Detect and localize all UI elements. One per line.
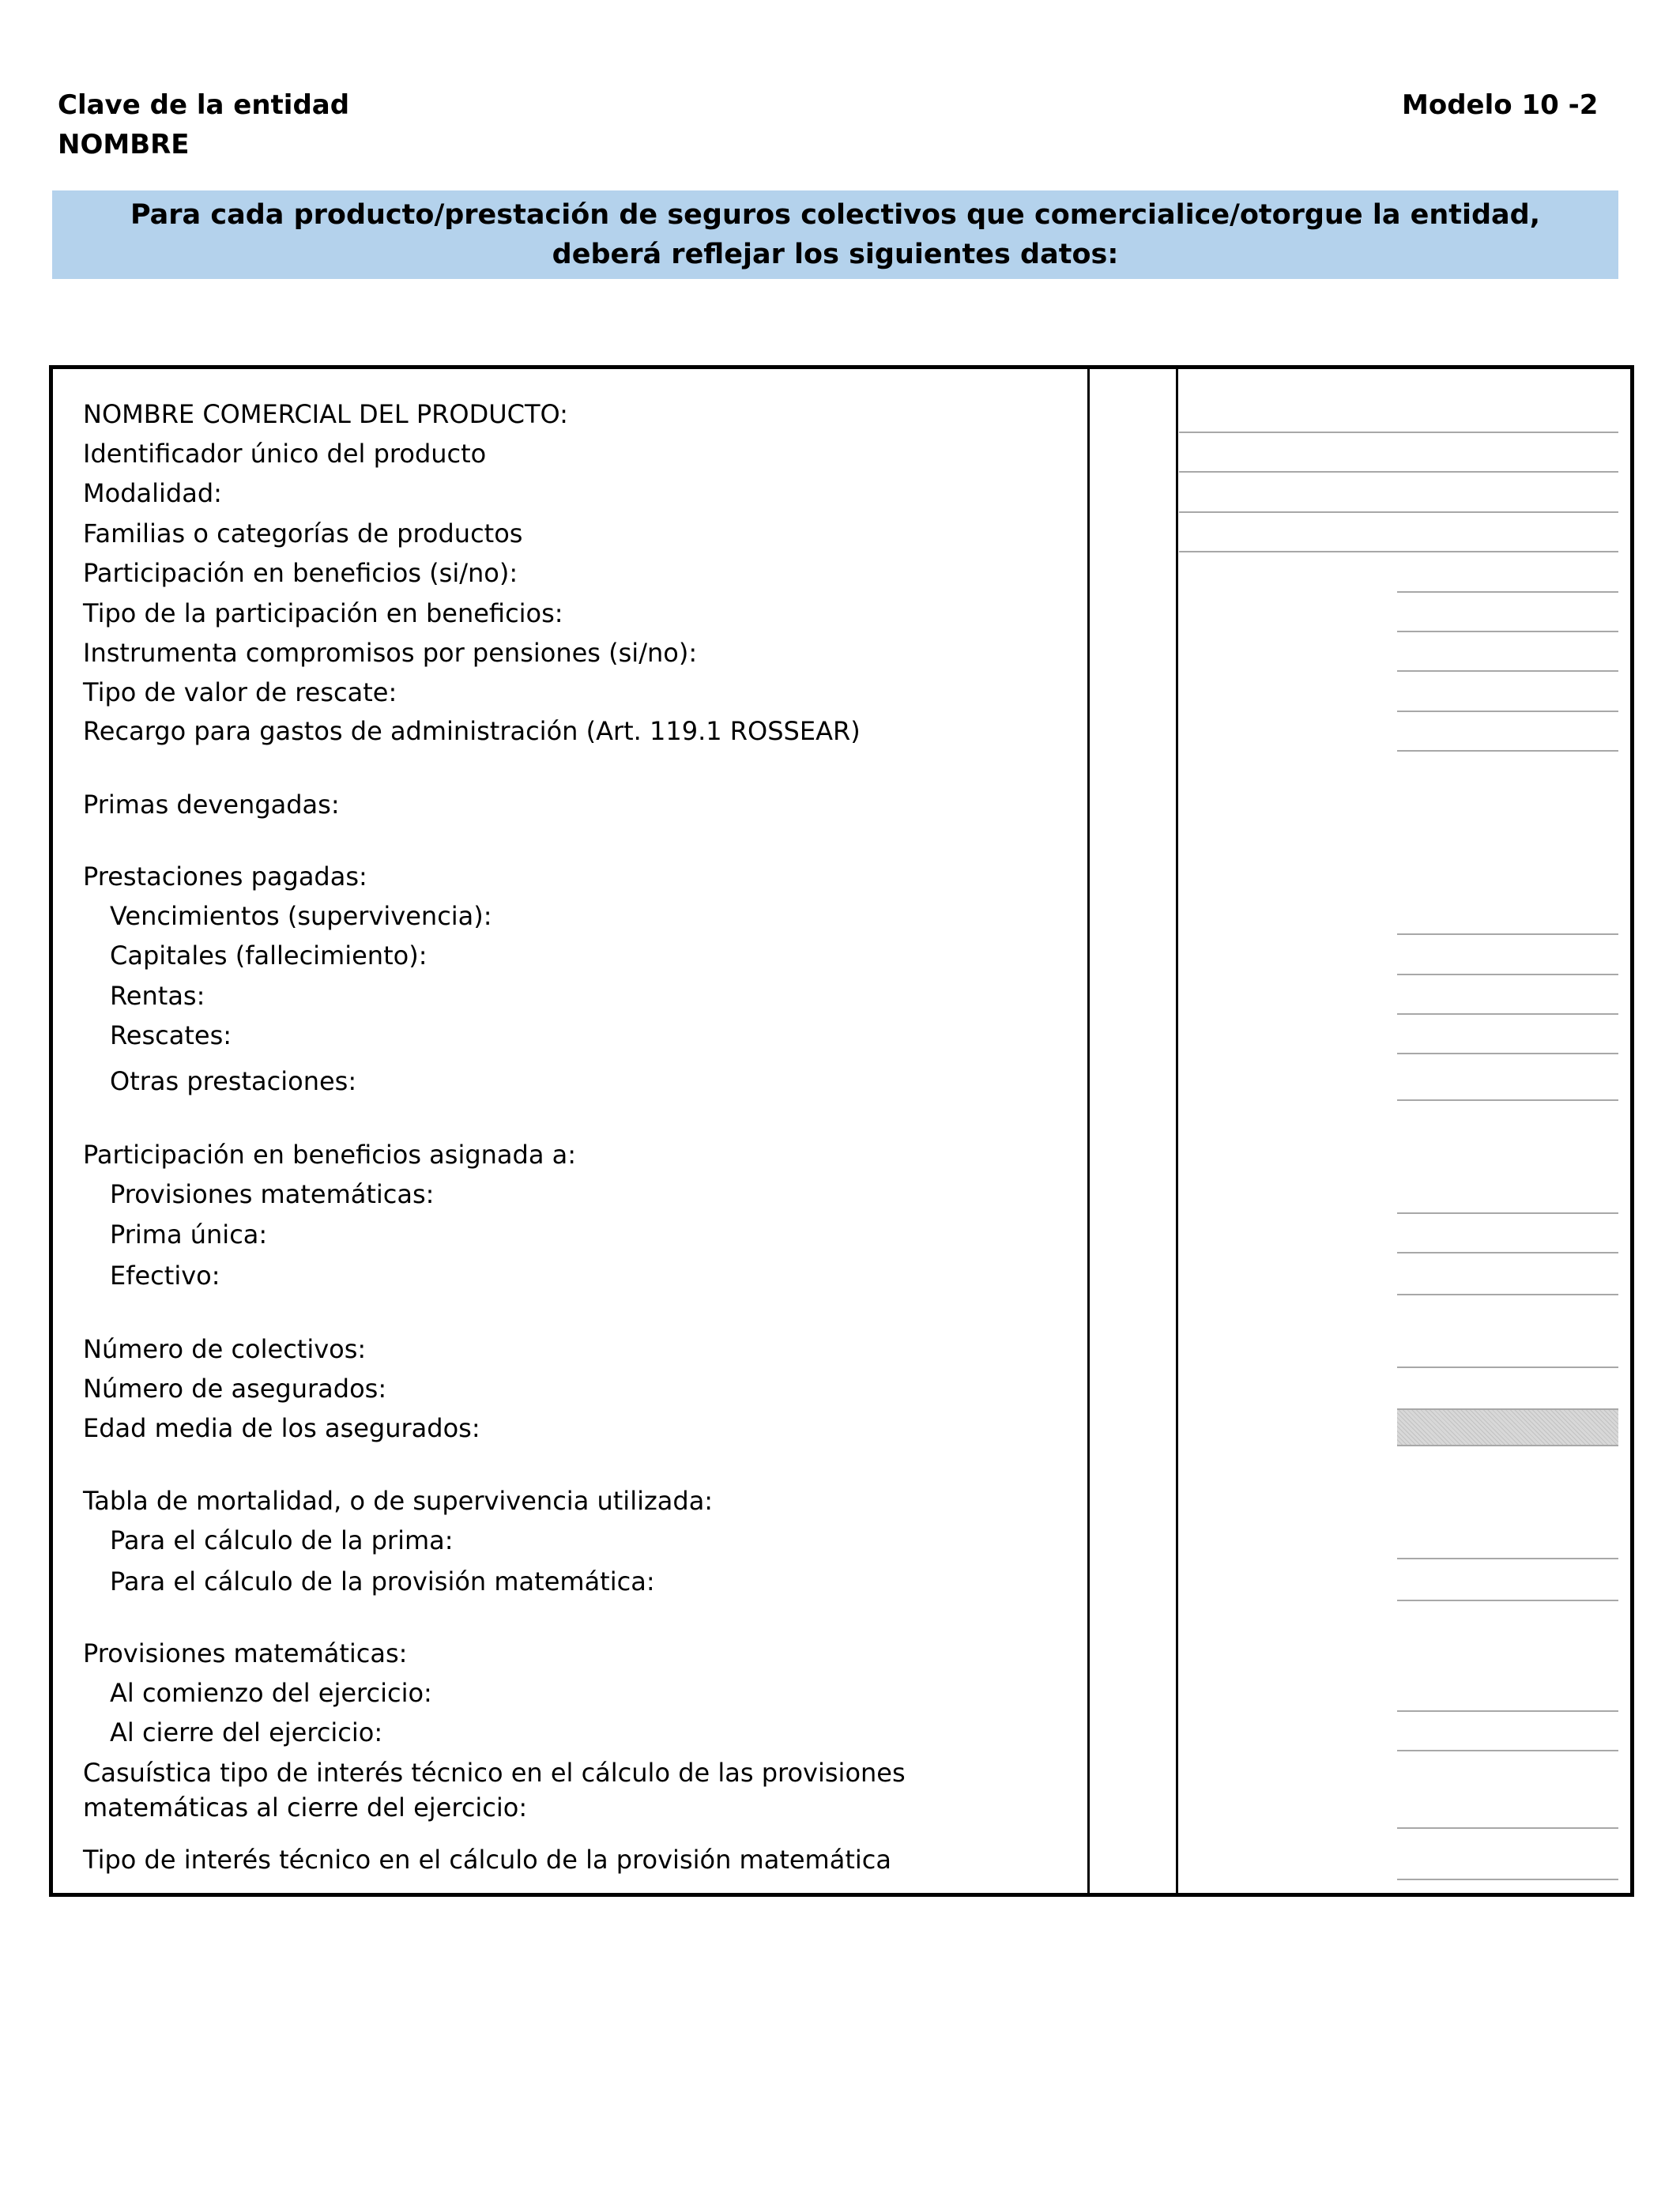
field-label-pension-commitments: Instrumenta compromisos por pensiones (si/no): — [83, 638, 698, 668]
answer-line-product-families[interactable] — [1179, 551, 1618, 552]
section-label-mortality-table: Tabla de mortalidad, o de supervivencia utilizada: — [83, 1486, 714, 1516]
field-label-product-name: NOMBRE COMERCIAL DEL PRODUCTO: — [83, 399, 568, 429]
field-label-participation-type: Tipo de la participación en beneficios: — [83, 598, 563, 628]
field-label-other-benefits: Otras prestaciones: — [110, 1066, 357, 1096]
field-label-death-capitals: Capitales (fallecimiento): — [110, 941, 428, 971]
entity-name-label: NOMBRE — [58, 129, 190, 160]
field-label-surrender-value-type: Tipo de valor de rescate: — [83, 677, 397, 707]
answer-line-cash[interactable] — [1397, 1294, 1618, 1295]
answer-line-single-premium[interactable] — [1397, 1252, 1618, 1253]
field-label-single-premium: Prima única: — [110, 1220, 268, 1250]
answer-line-annuities[interactable] — [1397, 1013, 1618, 1015]
shaded-cell-average-age — [1397, 1408, 1618, 1446]
answer-line-interest-rate-casuistry[interactable] — [1397, 1827, 1618, 1829]
answer-line-mathematical-provisions[interactable] — [1397, 1212, 1618, 1214]
field-label-annuities: Rentas: — [110, 981, 205, 1011]
answer-line-participation-type[interactable] — [1397, 631, 1618, 632]
field-label-admin-surcharge: Recargo para gastos de administración (Art. 119.1 ROSSEAR) — [83, 716, 861, 746]
instruction-line-2: deberá reflejar los siguientes datos: — [552, 239, 1119, 270]
field-label-mathematical-provisions: Provisiones matemáticas: — [110, 1179, 435, 1209]
field-label-interest-rate-casuistry-cont: matemáticas al cierre del ejercicio: — [83, 1793, 528, 1823]
field-label-interest-rate-casuistry: Casuística tipo de interés técnico en el cálculo de las provisiones — [83, 1758, 906, 1788]
entity-key-label: Clave de la entidad — [58, 89, 350, 121]
instruction-banner — [52, 190, 1618, 279]
answer-line-end-of-year[interactable] — [1397, 1750, 1618, 1751]
field-label-accrued-premiums: Primas devengadas: — [83, 790, 340, 820]
field-label-average-age: Edad media de los asegurados: — [83, 1413, 480, 1443]
column-divider-1 — [1087, 368, 1090, 1894]
field-label-end-of-year: Al cierre del ejercicio: — [110, 1717, 383, 1747]
field-label-start-of-year: Al comienzo del ejercicio: — [110, 1678, 432, 1708]
answer-line-product-name[interactable] — [1179, 432, 1618, 433]
field-label-surrenders: Rescates: — [110, 1020, 232, 1050]
field-label-premium-calculation: Para el cálculo de la prima: — [110, 1525, 454, 1555]
answer-line-modality[interactable] — [1179, 511, 1618, 513]
answer-line-premium-calculation[interactable] — [1397, 1558, 1618, 1559]
answer-line-product-id[interactable] — [1179, 471, 1618, 473]
field-label-maturities: Vencimientos (supervivencia): — [110, 901, 492, 931]
instruction-line-1: Para cada producto/prestación de seguros colectivos que comercialice/otorgue la entidad, — [130, 199, 1541, 231]
field-label-number-of-insured: Número de asegurados: — [83, 1374, 387, 1404]
answer-line-admin-surcharge[interactable] — [1397, 750, 1618, 752]
answer-line-pension-commitments[interactable] — [1397, 670, 1618, 672]
answer-line-provision-calculation[interactable] — [1397, 1600, 1618, 1601]
section-label-profit-allocation: Participación en beneficios asignada a: — [83, 1140, 577, 1170]
answer-line-other-benefits[interactable] — [1397, 1099, 1618, 1101]
section-label-benefits-paid: Prestaciones pagadas: — [83, 861, 367, 892]
answer-line-surrenders[interactable] — [1397, 1053, 1618, 1054]
answer-line-surrender-value-type[interactable] — [1397, 711, 1618, 712]
model-label: Modelo 10 -2 — [1402, 89, 1599, 121]
section-label-mathematical-provisions: Provisiones matemáticas: — [83, 1638, 408, 1668]
field-label-modality: Modalidad: — [83, 478, 222, 508]
answer-line-number-of-groups[interactable] — [1397, 1367, 1618, 1368]
field-label-provision-calculation: Para el cálculo de la provisión matemática: — [110, 1566, 655, 1596]
answer-line-maturities[interactable] — [1397, 933, 1618, 935]
column-divider-2 — [1176, 368, 1178, 1894]
field-label-cash: Efectivo: — [110, 1261, 220, 1291]
field-label-product-families: Familias o categorías de productos — [83, 518, 523, 548]
answer-line-start-of-year[interactable] — [1397, 1710, 1618, 1712]
answer-line-profit-participation[interactable] — [1397, 591, 1618, 593]
field-label-technical-interest-rate: Tipo de interés técnico en el cálculo de la provisión matemática — [83, 1845, 891, 1875]
field-label-number-of-groups: Número de colectivos: — [83, 1334, 367, 1364]
field-label-profit-participation: Participación en beneficios (si/no): — [83, 558, 518, 588]
answer-line-death-capitals[interactable] — [1397, 974, 1618, 975]
answer-line-technical-interest-rate[interactable] — [1397, 1879, 1618, 1880]
field-label-product-id: Identificador único del producto — [83, 439, 487, 469]
